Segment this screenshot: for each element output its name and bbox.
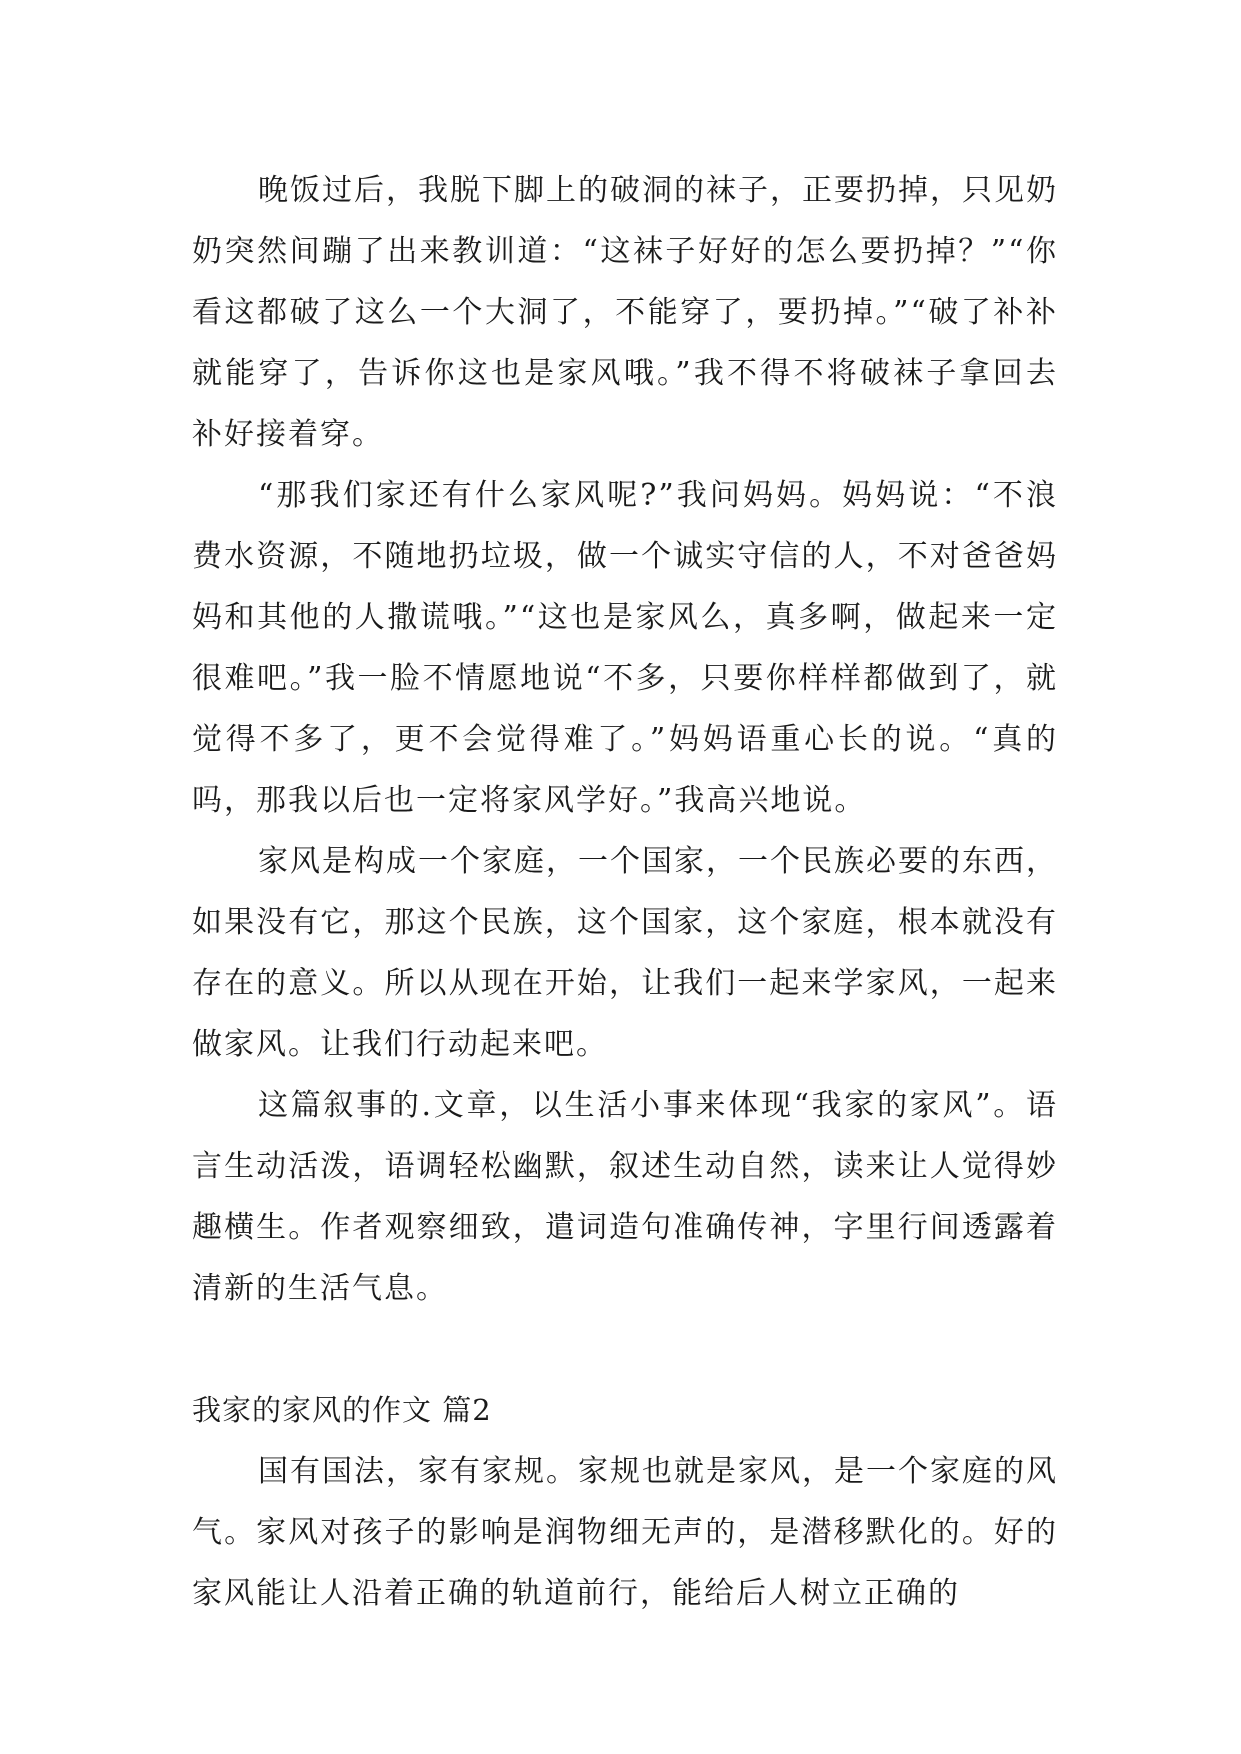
paragraph: 这篇叙事的.文章，以生活小事来体现“我家的家风”。语言生动活泼，语调轻松幽默，叙述生动自然，读来让人觉得妙趣横生。作者观察细致，遣词造句准确传神，字里行间透露着清新的生活气息。 xyxy=(192,1088,1058,1306)
paragraph: 国有国法，家有家规。家规也就是家风，是一个家庭的风气。家风对孩子的影响是润物细无声的，是潜移默化的。好的家风能让人沿着正确的轨道前行，能给后人树立正确的 xyxy=(192,1454,1058,1611)
paragraph: 晚饭过后，我脱下脚上的破洞的袜子，正要扔掉，只见奶奶突然间蹦了出来教训道：“这袜子好好的怎么要扔掉？”“你看这都破了这么一个大洞了，不能穿了，要扔掉。”“破了补补就能穿了，告诉你这也是家风哦。”我不得不将破袜子拿回去补好接着穿。 xyxy=(192,173,1058,452)
section-heading: 我家的家风的作文 篇2 xyxy=(192,1393,492,1427)
paragraph: “那我们家还有什么家风呢?”我问妈妈。妈妈说：“不浪费水资源，不随地扔垃圾，做一个诚实守信的人，不对爸爸妈妈和其他的人撒谎哦。”“这也是家风么，真多啊，做起来一定很难吧。”我一脸不情愿地说“不多，只要你样样都做到了，就觉得不多了，更不会觉得难了。”妈妈语重心长的说。“真的吗，那我以后也一定将家风学好。”我高兴地说。 xyxy=(192,478,1058,818)
document-body xyxy=(192,160,1058,1624)
paragraph: 家风是构成一个家庭，一个国家，一个民族必要的东西，如果没有它，那这个民族，这个国家，这个家庭，根本就没有存在的意义。所以从现在开始，让我们一起来学家风，一起来做家风。让我们行动起来吧。 xyxy=(192,844,1058,1062)
